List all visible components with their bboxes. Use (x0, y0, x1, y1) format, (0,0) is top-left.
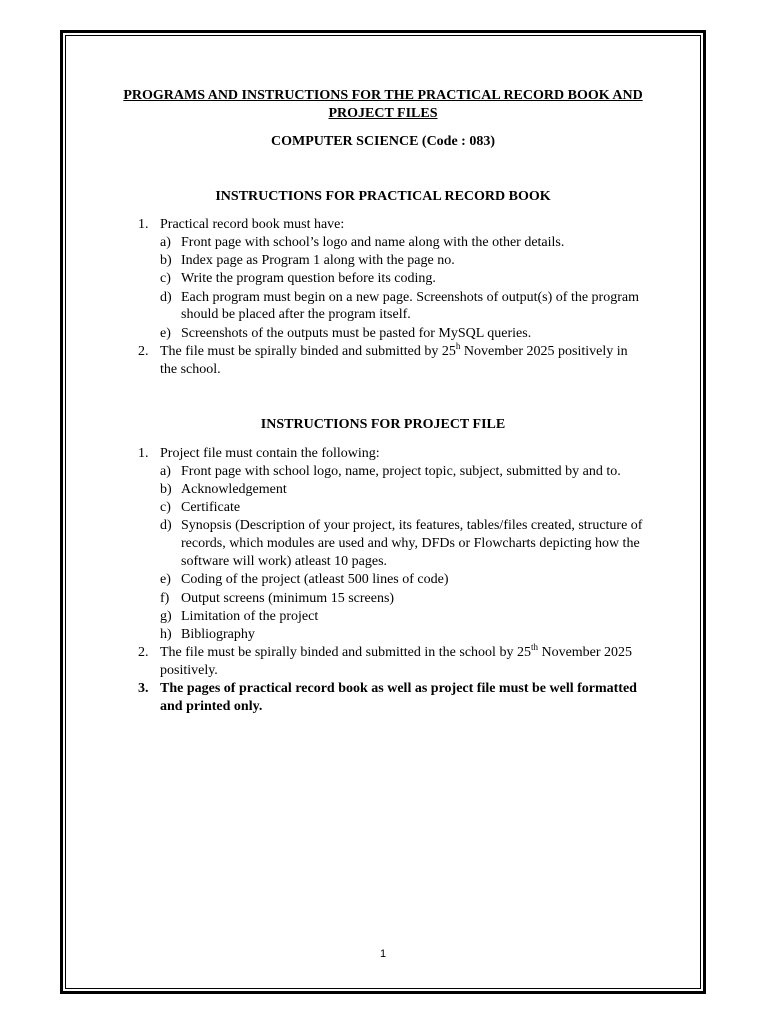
list-marker: 2. (138, 645, 149, 660)
section-heading-project-file: INSTRUCTIONS FOR PROJECT FILE (260, 417, 506, 432)
sub-marker: b) (160, 482, 172, 497)
list-marker: 1. (138, 446, 149, 461)
sub-item: Screenshots of the outputs must be pasted for MySQL queries. (181, 326, 532, 341)
sub-marker: d) (160, 290, 172, 305)
list-item-continued: and printed only. (160, 699, 263, 714)
sub-item: Output screens (minimum 15 screens) (181, 591, 395, 606)
list-item-continued: the school. (160, 362, 221, 377)
list-marker: 2. (138, 344, 149, 359)
sub-item-continued: records, which modules are used and why, DFDs or Flowcharts depicting how the (181, 536, 640, 551)
sub-marker: a) (160, 464, 171, 479)
sub-marker: e) (160, 326, 171, 341)
document-title-line2: PROJECT FILES (328, 106, 438, 121)
list-item-deadline: The file must be spirally binded and submitted by 25$^h$ November 2025 positively in (160, 341, 628, 359)
sub-item: Index page as Program 1 along with the page no. (181, 253, 455, 268)
sub-marker: f) (160, 591, 170, 606)
document-title-line1: PROGRAMS AND INSTRUCTIONS FOR THE PRACTICAL RECORD BOOK AND (123, 88, 643, 103)
sub-item: Each program must begin on a new page. Screenshots of output(s) of the program (181, 290, 639, 305)
sub-item: Coding of the project (atleast 500 lines of code) (181, 572, 449, 587)
sub-item-continued: should be placed after the program itself. (181, 307, 411, 322)
sub-item: Limitation of the project (181, 609, 319, 624)
sub-marker: g) (160, 609, 172, 624)
sub-item: Front page with school’s logo and name along with the other details. (181, 235, 565, 250)
sub-marker: e) (160, 572, 171, 587)
subject-code: COMPUTER SCIENCE (Code : 083) (271, 134, 495, 149)
page-number: 1 (379, 948, 387, 960)
sub-item: Synopsis (Description of your project, its features, tables/files created, structure of (181, 518, 643, 533)
list-item: Project file must contain the following: (160, 446, 380, 461)
sub-item: Front page with school logo, name, project topic, subject, submitted by and to. (181, 464, 621, 479)
list-marker: 1. (138, 217, 149, 232)
list-item-deadline: The file must be spirally binded and submitted in the school by 25th November 2025 (160, 642, 633, 660)
sub-marker: d) (160, 518, 172, 533)
sub-marker: b) (160, 253, 172, 268)
sub-item: Bibliography (181, 627, 255, 642)
section-heading-record-book: INSTRUCTIONS FOR PRACTICAL RECORD BOOK (215, 189, 551, 204)
list-item-continued: positively. (160, 663, 218, 678)
sub-marker: c) (160, 271, 171, 286)
sub-item-continued: software will work) atleast 10 pages. (181, 554, 388, 569)
sub-marker: a) (160, 235, 171, 250)
list-marker: 3. (138, 681, 149, 696)
sub-marker: c) (160, 500, 171, 515)
list-item: Practical record book must have: (160, 217, 345, 232)
sub-item: Certificate (181, 500, 241, 515)
sub-item: Acknowledgement (181, 482, 287, 497)
sub-marker: h) (160, 627, 172, 642)
sub-item: Write the program question before its coding. (181, 271, 436, 286)
list-item-important: The pages of practical record book as well as project file must be well formatted (160, 681, 637, 696)
